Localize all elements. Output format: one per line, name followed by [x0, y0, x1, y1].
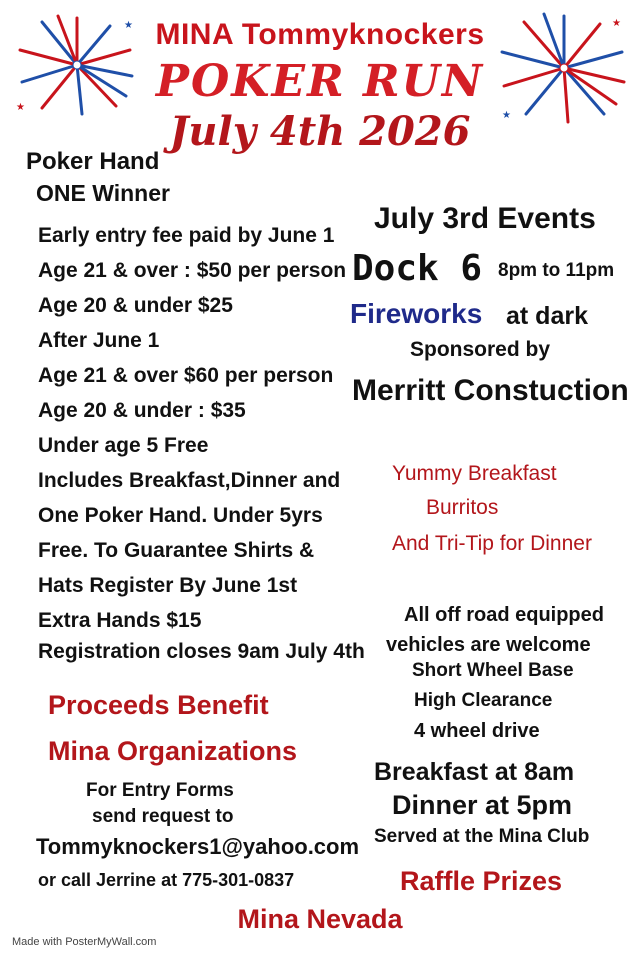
left-info-line: Early entry fee paid by June 1	[38, 224, 335, 247]
poker-hand-heading: Poker Hand	[26, 148, 160, 175]
svg-text:★: ★	[124, 20, 133, 31]
left-info-line: Age 21 & over $60 per person	[38, 364, 334, 387]
svg-text:★: ★	[16, 102, 25, 113]
vehicle-line: vehicles are welcome	[386, 634, 591, 656]
left-info-line: Extra Hands $15	[38, 609, 202, 632]
served-location: Served at the Mina Club	[374, 826, 590, 847]
left-info-line: Free. To Guarantee Shirts &	[38, 539, 315, 562]
left-info-line: Age 20 & under $25	[38, 294, 233, 317]
left-info-line: One Poker Hand. Under 5yrs	[38, 504, 323, 527]
fireworks-text: Fireworks	[350, 298, 483, 329]
left-info-line: Includes Breakfast,Dinner and	[38, 469, 341, 492]
breakfast-time: Breakfast at 8am	[374, 758, 575, 786]
svg-text:★: ★	[502, 110, 511, 121]
event-date: July 4th 2026	[169, 108, 471, 155]
send-request-text: send request to	[92, 806, 234, 827]
vehicle-line: All off road equipped	[404, 604, 604, 626]
vehicle-line: 4 wheel drive	[414, 720, 540, 742]
contact-phone: or call Jerrine at 775-301-0837	[38, 870, 295, 890]
left-info-line: Registration closes 9am July 4th	[38, 640, 365, 663]
dock-6-text: Dock 6	[352, 248, 483, 289]
credit-text: Made with PosterMyWall.com	[12, 936, 157, 948]
event-organizer-title: MINA Tommyknockers	[155, 18, 485, 51]
sponsored-by-text: Sponsored by	[410, 338, 551, 361]
food-line: Yummy Breakfast	[392, 462, 557, 485]
vehicle-line: Short Wheel Base	[412, 660, 574, 681]
dock-time-text: 8pm to 11pm	[498, 260, 615, 281]
vehicle-line: High Clearance	[414, 690, 553, 711]
left-info-line: Age 21 & over : $50 per person	[38, 259, 347, 282]
food-line: Burritos	[426, 496, 499, 519]
mina-organizations-text: Mina Organizations	[48, 736, 298, 766]
one-winner-heading: ONE Winner	[36, 180, 170, 206]
sponsor-name: Merritt Constuction	[352, 374, 629, 407]
dinner-time: Dinner at 5pm	[392, 790, 573, 820]
svg-text:★: ★	[612, 18, 621, 29]
location-text: Mina Nevada	[237, 904, 403, 934]
left-info-line: After June 1	[38, 329, 160, 352]
raffle-prizes-text: Raffle Prizes	[400, 866, 563, 896]
contact-email[interactable]: Tommyknockers1@yahoo.com	[36, 834, 360, 859]
left-info-line: Hats Register By June 1st	[38, 574, 298, 597]
poker-run-title: POKER RUN	[155, 56, 485, 107]
left-info-line: Under age 5 Free	[38, 434, 209, 457]
food-line: And Tri-Tip for Dinner	[392, 532, 592, 555]
proceeds-benefit-text: Proceeds Benefit	[48, 690, 269, 720]
left-info-line: Age 20 & under : $35	[38, 399, 246, 422]
at-dark-text: at dark	[506, 302, 588, 330]
entry-forms-text: For Entry Forms	[86, 780, 234, 801]
july-3rd-events-heading: July 3rd Events	[374, 202, 596, 235]
